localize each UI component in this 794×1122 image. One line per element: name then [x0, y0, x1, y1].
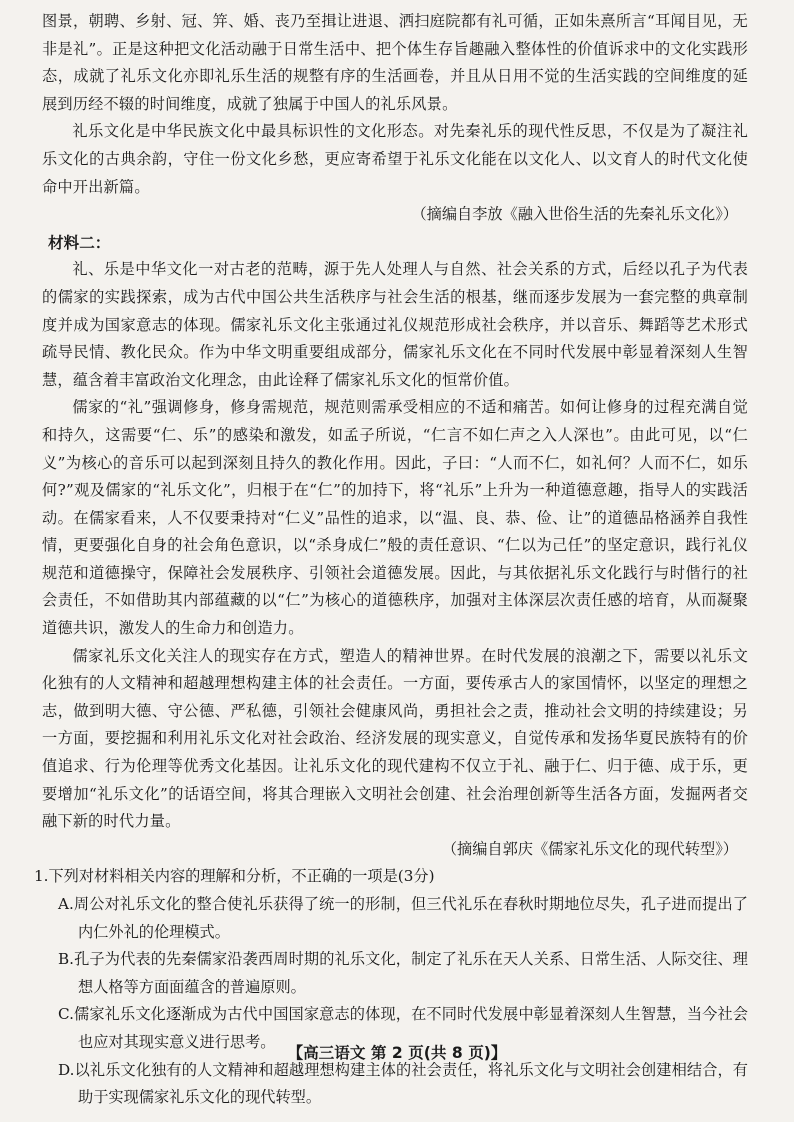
material1-source: （摘编自李放《融入世俗生活的先秦礼乐文化》）	[411, 205, 738, 224]
material2-paragraph-3: 儒家礼乐文化关注人的现实存在方式，塑造人的精神世界。在时代发展的浪潮之下，需要以礼乐文化独有的人文精神和超越理想构建主体的社会责任。一方面，要传承古人的家国情怀，以坚定的理想之志，做到明大德、守公德、严私德，引领社会健康风尚，勇担社会之责，推动社会文明的持续建设；另一方面，要挖掘和利用礼乐文化对社会政治、经济发展的现实意义，自觉传承和发扬华夏民族特有的价值追求、行为伦理等优秀文化基因。让礼乐文化的现代建构不仅立于礼、融于仁、归于德、成于乐，更要增加“礼乐文化”的话语空间，将其合理嵌入文明社会创建、社会治理创新等生活各方面，发掘两者交融下新的时代力量。	[42, 646, 748, 831]
page-footer: 【高三语文 第 2 页(共 8 页)】	[287, 1044, 507, 1062]
material1-paragraph-last: 礼乐文化是中华民族文化中最具标识性的文化形态。对先秦礼乐的现代性反思，不仅是为了凝注礼乐文化的古典余韵，守住一份文化乡愁，更应寄希望于礼乐文化能在以文化人、以文育人的时代文化使命中开出新篇。	[42, 122, 748, 196]
material2-title: 材料二：	[48, 232, 111, 252]
question-1-stem: 1.下列对材料相关内容的理解和分析，不正确的一项是(3分)	[34, 867, 435, 886]
question-1-option-a: A.周公对礼乐文化的整合使礼乐获得了统一的形制，但三代礼乐在春秋时期地位尽失，孔子进而提出了内仁外礼的伦理模式。	[58, 895, 748, 941]
material1-paragraph-continued: 图景，朝聘、乡射、冠、笄、婚、丧乃至揖让进退、洒扫庭院都有礼可循，正如朱熹所言“耳闻目见，无非是礼”。正是这种把文化活动融于日常生活中、把个体生存旨趣融入整体性的价值诉求中的文化实践形态，成就了礼乐文化亦即礼乐生活的规整有序的生活画卷，并且从日用不觉的生活实践的空间维度的延展到历经不辍的时间维度，成就了独属于中国人的礼乐风景。	[42, 12, 748, 113]
material2-paragraph-2: 儒家的“礼”强调修身，修身需规范，规范则需承受相应的不适和痛苦。如何让修身的过程充满自觉和持久，这需要“仁、乐”的感染和激发，如孟子所说，“仁言不如仁声之入人深也”。由此可见，以“仁义”为核心的音乐可以起到深刻且持久的教化作用。因此，子曰：“人而不仁，如礼何？人而不仁，如乐何?”观及儒家的“礼乐文化”，归根于在“仁”的加持下，将“礼乐”上升为一种道德意趣，指导人的实践活动。在儒家看来，人不仅要秉持对“仁义”品性的追求，以“温、良、恭、俭、让”的道德品格涵养自我性情，更要强化自身的社会角色意识，以“杀身成仁”般的责任意识、“仁以为己任”的坚定意识，践行礼仪规范和道德操守，保障社会发展秩序、引领社会道德发展。因此，与其依据礼乐文化践行与时偕行的社会责任，不如借助其内部蕴藏的以“仁”为核心的道德秩序，加强对主体深层次责任感的培育，从而凝聚道德共识，激发人的生命力和创造力。	[42, 398, 748, 638]
material2-paragraph-1: 礼、乐是中华文化一对古老的范畴，源于先人处理人与自然、社会关系的方式，后经以孔子为代表的儒家的实践探索，成为古代中国公共生活秩序与社会生活的根基，继而逐步发展为一套完整的典章制度并成为国家意志的体现。儒家礼乐文化主张通过礼仪规范形成社会秩序，并以音乐、舞蹈等艺术形式疏导民情、教化民众。作为中华文明重要组成部分，儒家礼乐文化在不同时代发展中彰显着深刻人生智慧，蕴含着丰富政治文化理念，由此诠释了儒家礼乐文化的恒常价值。	[42, 260, 748, 389]
material2-source: （摘编自郭庆《儒家礼乐文化的现代转型》）	[441, 839, 738, 858]
question-1-option-d: D.以礼乐文化独有的人文精神和超越理想构建主体的社会责任，将礼乐文化与文明社会创建相结合，有助于实现儒家礼乐文化的现代转型。	[58, 1060, 748, 1107]
question-1-option-b: B.孔子为代表的先秦儒家沿袭西周时期的礼乐文化，制定了礼乐在天人关系、日常生活、人际交往、理想人格等方面面蕴含的普遍原则。	[58, 950, 748, 996]
question-1-option-c: C.儒家礼乐文化逐渐成为古代中国国家意志的体现，在不同时代发展中彰显着深刻人生智慧，当今社会也应对其现实意义进行思考。	[58, 1005, 748, 1051]
